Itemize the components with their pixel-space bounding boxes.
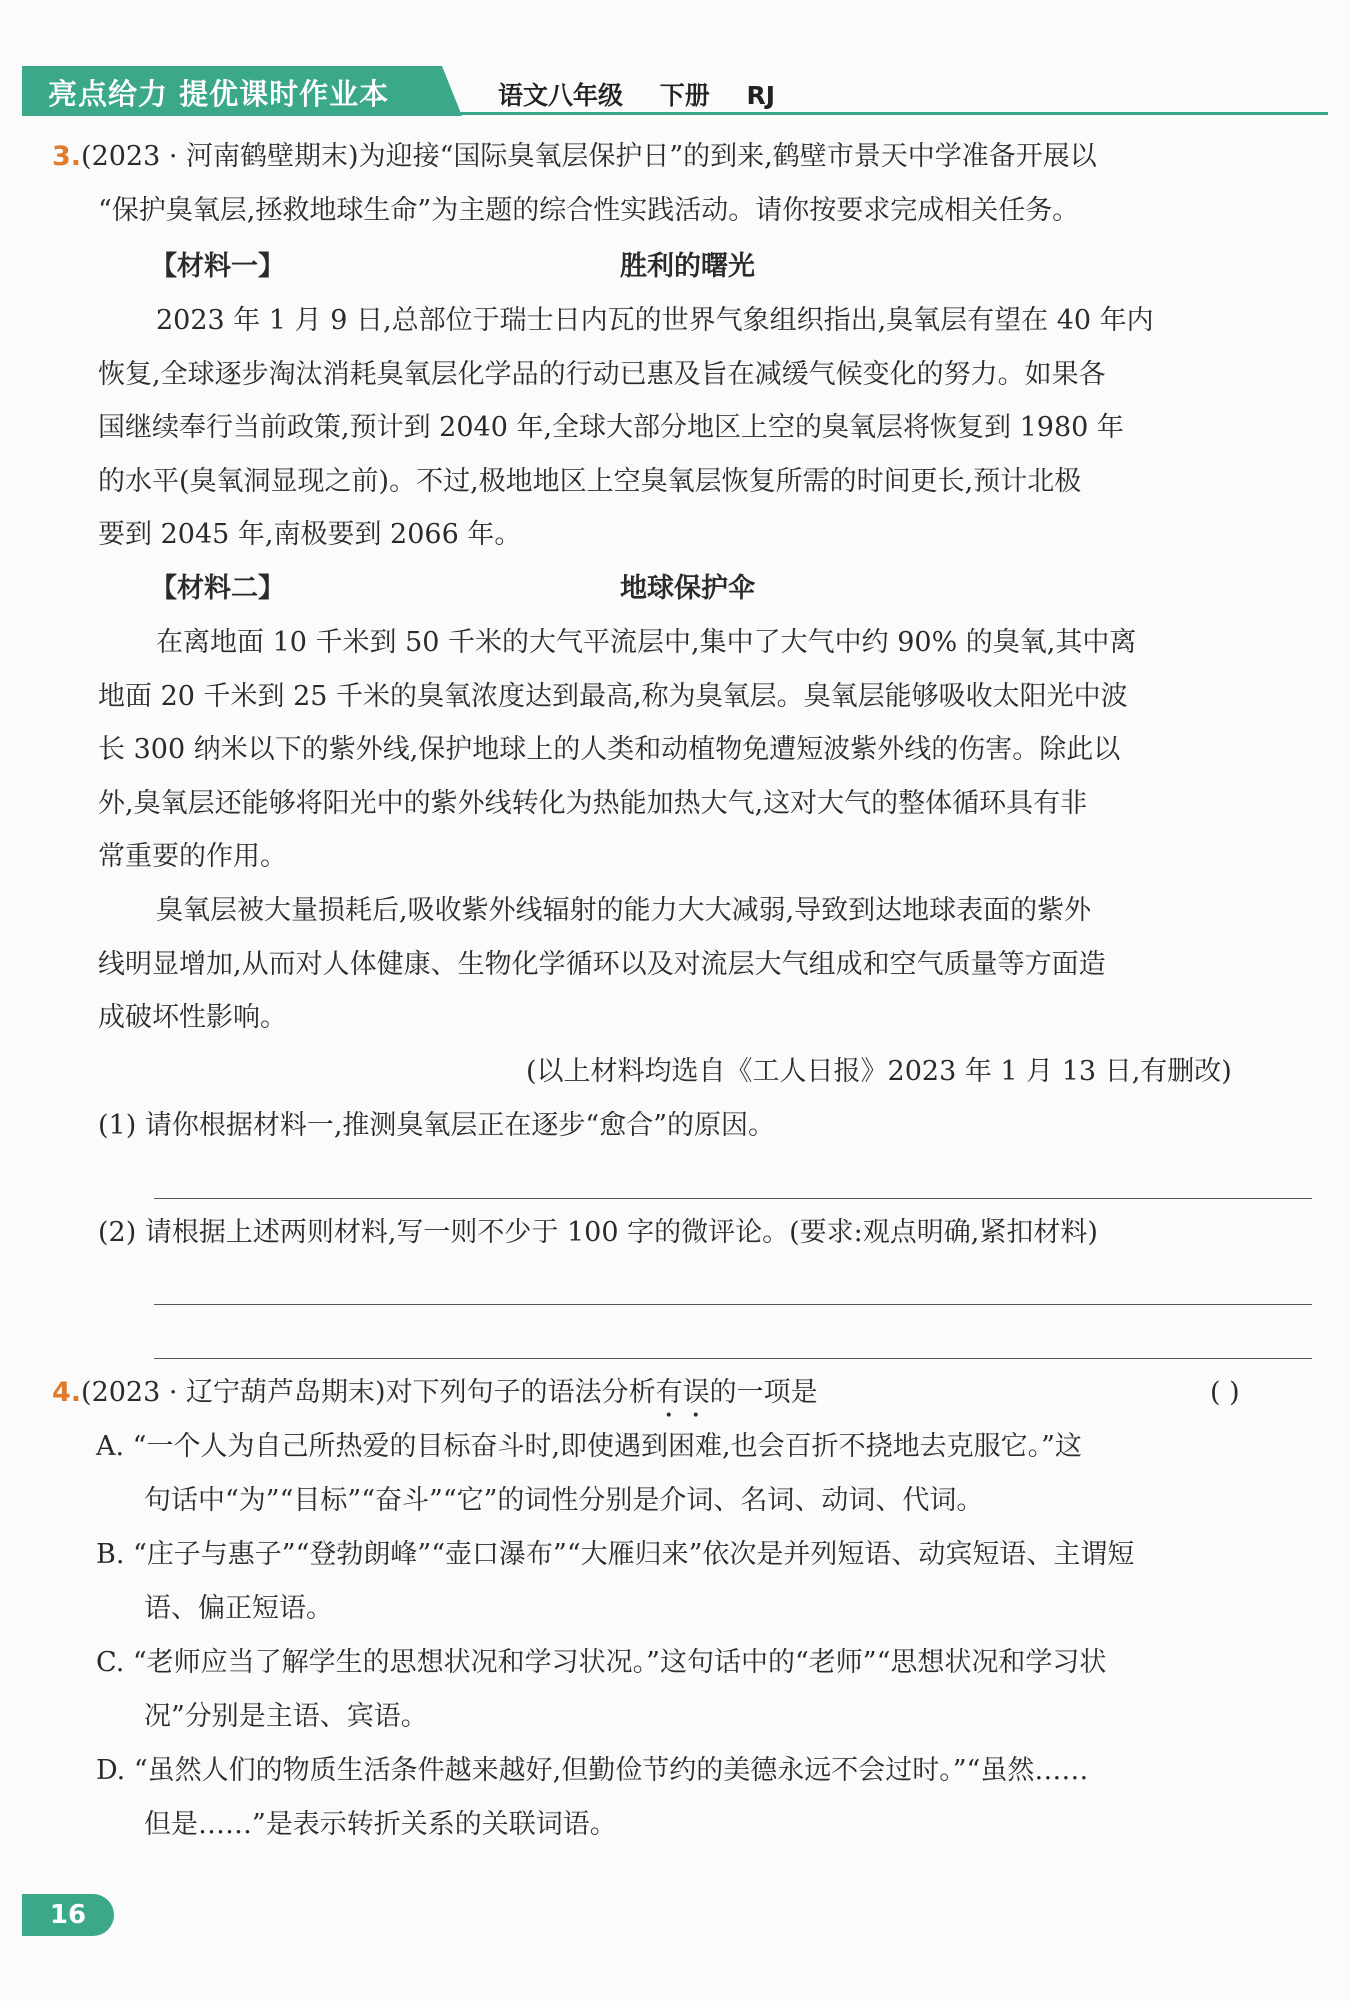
question-4-emphasis: 有误 [655,1377,710,1408]
option-c-line1: C. “老师应当了解学生的思想状况和学习状况。”这句话中的“老师”“思想状况和学习状 [96,1647,1107,1678]
subquestion-2: (2) 请根据上述两则材料,写一则不少于 100 字的微评论。(要求:观点明确,紧扣材料) [98,1217,1098,1248]
material-2-line: 地面 20 千米到 25 千米的臭氧浓度达到最高,称为臭氧层。臭氧层能够吸收太阳光中波 [98,681,1128,712]
header-subject-info [498,76,803,112]
question-4-number: 4. [52,1377,82,1408]
question-4-stem [52,1376,818,1424]
option-b-line2: 语、偏正短语。 [144,1593,333,1624]
material-2-line: 线明显增加,从而对人体健康、生物化学循环以及对流层大气组成和空气质量等方面造 [98,949,1106,980]
material-2-line: 常重要的作用。 [98,841,287,872]
option-d-line1: D. “虽然人们的物质生活条件越来越好,但勤俭节约的美德永远不会过时。”“虽然…… [96,1755,1089,1786]
material-2-title: 地球保护伞 [620,573,755,604]
header-rule [452,112,1328,115]
volume-label: 下册 [659,81,710,110]
answer-line[interactable] [154,1198,1312,1199]
option-d-line2: 但是……”是表示转折关系的关联词语。 [144,1809,617,1840]
edition-label: RJ [746,81,776,110]
subquestion-1: (1) 请你根据材料一,推测臭氧层正在逐步“愈合”的原因。 [98,1110,776,1141]
material-1-line: 要到 2045 年,南极要到 2066 年。 [98,519,522,550]
option-a-line2: 句话中“为”“目标”“奋斗”“它”的词性分别是介词、名词、动词、代词。 [144,1485,984,1516]
material-1-label: 【材料一】 [150,251,285,282]
answer-line[interactable] [154,1358,1312,1359]
page-number: 16 [22,1894,114,1936]
material-1-title: 胜利的曙光 [620,251,755,282]
option-a-line1: A. “一个人为自己所热爱的目标奋斗时,即使遇到困难,也会百折不挠地去克服它。”这 [96,1431,1082,1462]
material-1-line: 的水平(臭氧洞显现之前)。不过,极地地区上空臭氧层恢复所需的时间更长,预计北极 [98,466,1082,497]
material-2-line: 成破坏性影响。 [98,1002,287,1033]
question-3-stem-text: (2023 · 河南鹤壁期末)为迎接“国际臭氧层保护日”的到来,鹤壁市景天中学准备开展以 [81,141,1097,172]
material-2-line: 外,臭氧层还能够将阳光中的紫外线转化为热能加热大气,这对大气的整体循环具有非 [98,788,1088,819]
material-1-line: 2023 年 1 月 9 日,总部位于瑞士日内瓦的世界气象组织指出,臭氧层有望在 40 年内 [156,305,1154,336]
answer-bracket[interactable]: ( ) [1210,1377,1240,1408]
material-2-label: 【材料二】 [150,573,285,604]
page-header [22,66,1328,116]
question-3-number: 3. [52,141,82,172]
question-4-stem-post: 的一项是 [709,1377,818,1408]
series-title: 亮点给力 提优课时作业本 [48,77,390,111]
option-b-line1: B. “庄子与惠子”“登勃朗峰”“壶口瀑布”“大雁归来”依次是并列短语、动宾短语、主谓短 [96,1539,1135,1570]
material-source: (以上材料均选自《工人日报》2023 年 1 月 13 日,有删改) [526,1056,1232,1087]
material-1-line: 国继续奉行当前政策,预计到 2040 年,全球大部分地区上空的臭氧层将恢复到 1980 年 [98,412,1124,443]
question-3-stem-line1 [52,140,1097,174]
material-2-line: 在离地面 10 千米到 50 千米的大气平流层中,集中了大气中约 90% 的臭氧,其中离 [156,627,1137,658]
question-3-stem-line2: “保护臭氧层,拯救地球生命”为主题的综合性实践活动。请你按要求完成相关任务。 [98,195,1080,226]
option-c-line2: 况”分别是主语、宾语。 [144,1701,428,1732]
material-1-line: 恢复,全球逐步淘汰消耗臭氧层化学品的行动已惠及旨在减缓气候变化的努力。如果各 [98,359,1106,390]
subject-label: 语文八年级 [498,81,624,110]
material-2-line: 臭氧层被大量损耗后,吸收紫外线辐射的能力大大减弱,导致到达地球表面的紫外 [156,895,1092,926]
answer-line[interactable] [154,1304,1312,1305]
material-2-line: 长 300 纳米以下的紫外线,保护地球上的人类和动植物免遭短波紫外线的伤害。除此以 [98,734,1121,765]
question-4-stem-pre: (2023 · 辽宁葫芦岛期末)对下列句子的语法分析 [81,1377,656,1408]
